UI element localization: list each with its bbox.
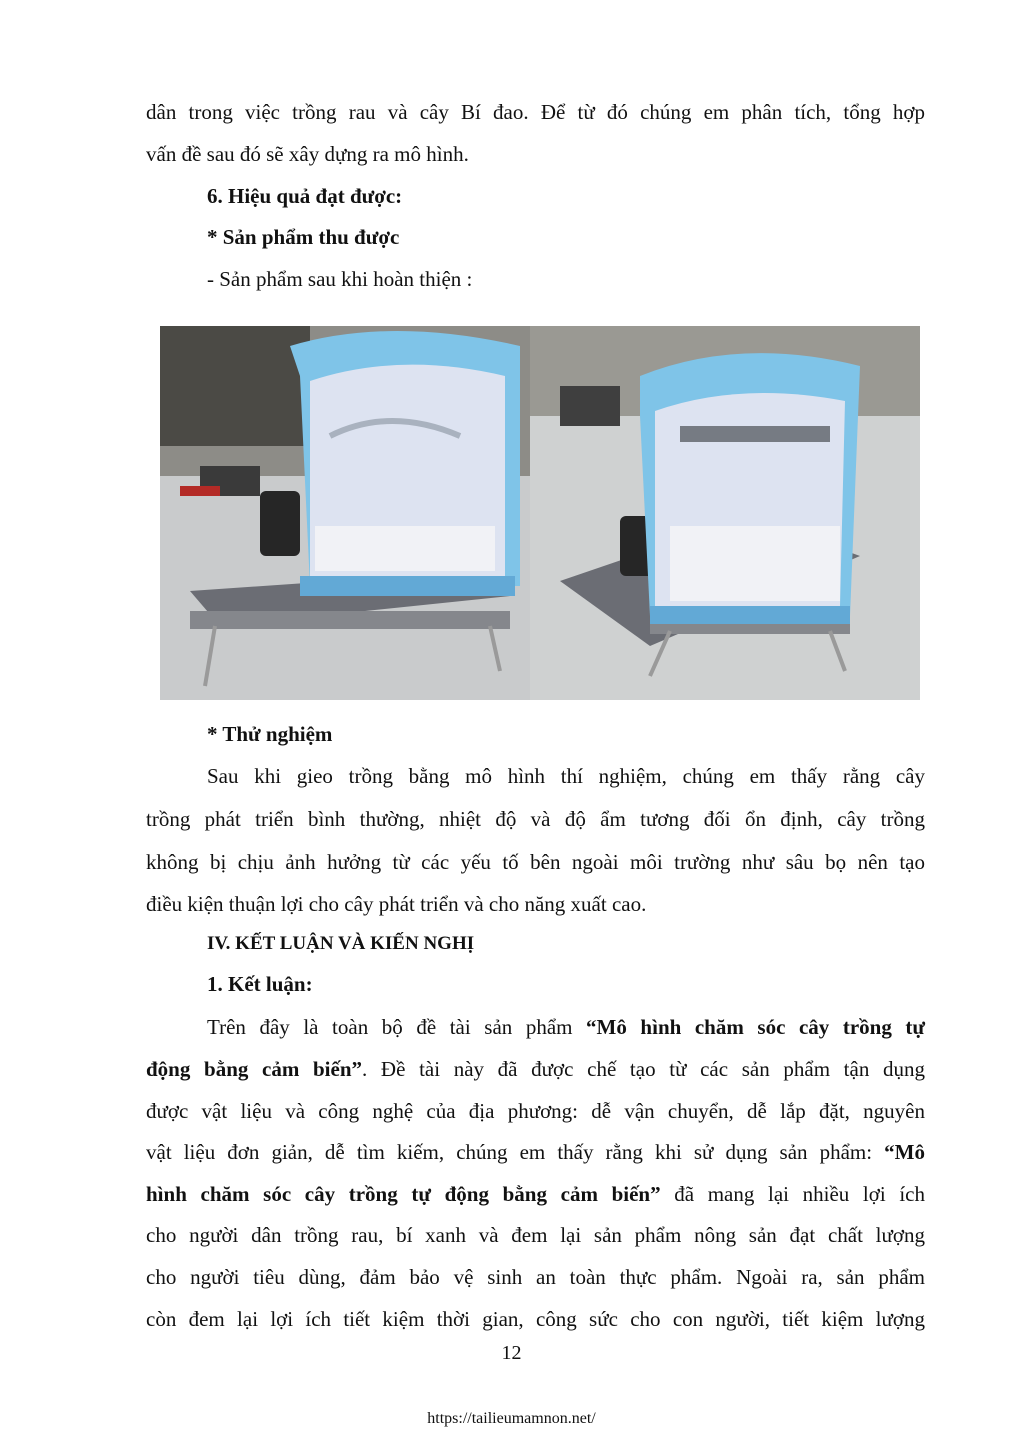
body-text-line: hình chăm sóc cây trồng tự động bằng cảm biến” đã mang lại nhiều lợi ích [146,1182,925,1206]
subsection-heading: * Sản phẩm thu được [207,225,400,249]
body-text-line: không bị chịu ảnh hưởng từ các yếu tố bên ngoài môi trường như sâu bọ nên tạo [146,850,925,874]
body-text-line: - Sản phẩm sau khi hoàn thiện : [207,267,473,291]
subsection-heading: * Thử nghiệm [207,722,333,746]
body-text-line: cho người dân trồng rau, bí xanh và đem lại sản phẩm nông sản đạt chất lượng [146,1223,925,1247]
body-text-line: vật liệu đơn giản, dễ tìm kiếm, chúng em thấy rằng khi sử dụng sản phẩm: “Mô [146,1140,925,1164]
subsection-heading: 1. Kết luận: [207,972,313,996]
body-text-line: điều kiện thuận lợi cho cây phát triển và cho năng xuất cao. [146,892,647,916]
page-number: 12 [501,1342,522,1364]
product-photo-side [530,326,920,700]
body-text-line: Sau khi gieo trồng bằng mô hình thí nghiệm, chúng em thấy rằng cây [207,764,925,788]
body-text-line: được vật liệu và công nghệ của địa phương: dễ vận chuyển, dễ lắp đặt, nguyên [146,1099,925,1123]
body-text-line: Trên đây là toàn bộ đề tài sản phẩm “Mô hình chăm sóc cây trồng tự [207,1015,925,1039]
body-text-line: dân trong việc trồng rau và cây Bí đao. Để từ đó chúng em phân tích, tổng hợp [146,100,925,124]
footer-url[interactable]: https://tailieumamnon.net/ [427,1410,596,1427]
section-heading: IV. KẾT LUẬN VÀ KIẾN NGHỊ [207,933,475,954]
body-text-line: còn đem lại lợi ích tiết kiệm thời gian, công sức cho con người, tiết kiệm lượng [146,1307,925,1331]
body-text-line: vấn đề sau đó sẽ xây dựng ra mô hình. [146,142,469,166]
body-text-line: trồng phát triển bình thường, nhiệt độ và độ ẩm tương đối ổn định, cây trồng [146,807,925,831]
body-text-line: cho người tiêu dùng, đảm bảo vệ sinh an toàn thực phẩm. Ngoài ra, sản phẩm [146,1265,925,1289]
product-photo-front [160,326,530,700]
section-heading: 6. Hiệu quả đạt được: [207,184,403,208]
body-text-line: động bằng cảm biến”. Đề tài này đã được chế tạo từ các sản phẩm tận dụng [146,1057,925,1081]
